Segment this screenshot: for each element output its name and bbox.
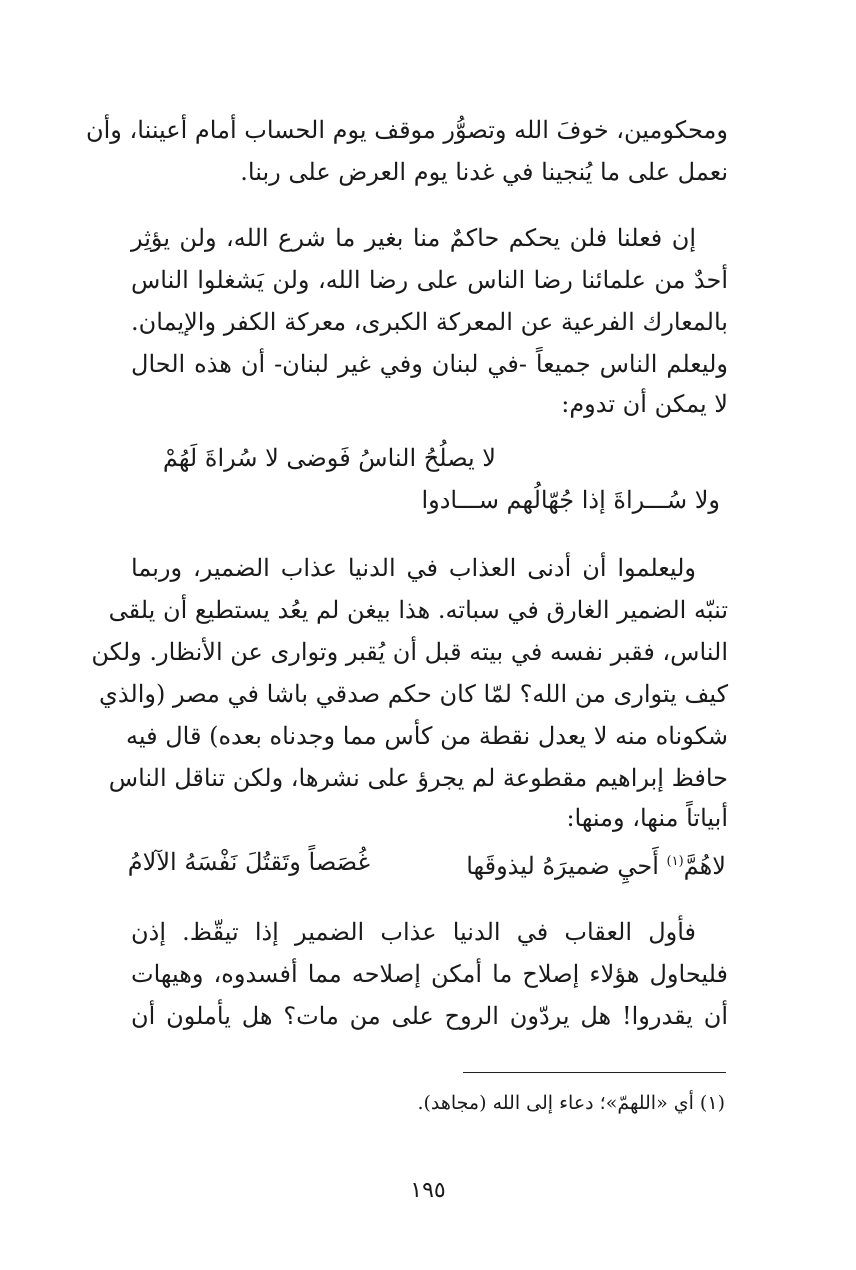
text-line: وليعلموا أن أدنى العذاب في الدنيا عذاب الضمير، وربما (131, 554, 696, 582)
verse-second-hemistich: غُصَصاً وتَقتُلَ نَفْسَهُ الآلامُ (127, 848, 370, 876)
verse-line: لا يصلُحُ الناسُ فَوضى لا سُراةَ لَهُمْ (162, 444, 496, 472)
text-line: فليحاول هؤلاء إصلاح ما أمكن إصلاحه مما أفسدوه، وهيهات (131, 960, 728, 988)
verse-word: لاهُمَّ (683, 852, 726, 880)
text-line: فأول العقاب في الدنيا عذاب الضمير إذا تيقّظ. إذن (131, 918, 696, 946)
text-line: أن يقدروا! هل يردّون الروح على من مات؟ هل يأملون أن (131, 1002, 728, 1030)
footnote-marker: (١) (666, 854, 684, 869)
text-line: الناس، فقبر نفسه في بيته قبل أن يُقبر وتوارى عن الأنظار. ولكن (91, 638, 728, 666)
text-line: لا يمكن أن تدوم: (561, 390, 728, 418)
text-line: بالمعارك الفرعية عن المعركة الكبرى، معركة الكفر والإيمان. (131, 308, 728, 336)
text-line: ومحكومين، خوفَ الله وتصوُّر موقف يوم الحساب أمام أعيننا، وأن (86, 116, 728, 144)
page-number: ١٩٥ (410, 1178, 446, 1203)
text-line: أحدٌ من علمائنا رضا الناس على رضا الله، ولن يَشغلوا الناس (131, 266, 728, 294)
footnote: (١) أي «اللهمّ»؛ دعاء إلى الله (مجاهد). (417, 1092, 725, 1114)
verse-line: ولا سُـــراةَ إذا جُهّالُهم ســـادوا (421, 486, 720, 514)
text-line: كيف يتوارى من الله؟ لمّا كان حكم صدقي باشا في مصر (والذي (99, 680, 728, 708)
footnote-separator (463, 1072, 726, 1073)
text-line: أبياتاً منها، ومنها: (566, 804, 728, 832)
text-line: شكوناه منه لا يعدل نقطة من كأس مما وجدناه بعده) قال فيه (126, 722, 728, 750)
text-line: حافظ إبراهيم مقطوعة لم يجرؤ على نشرها، ولكن تناقل الناس (108, 764, 728, 792)
text-line: نعمل على ما يُنجينا في غدنا يوم العرض على ربنا. (240, 158, 728, 186)
text-line: تنبّه الضمير الغارق في سباته. هذا بيغن لم يعُد يستطيع أن يلقى (108, 596, 728, 624)
text-line: وليعلم الناس جميعاً -في لبنان وفي غير لبنان- أن هذه الحال (131, 350, 728, 378)
verse-first-hemistich (466, 844, 726, 884)
verse-text: أَحيِ ضميرَهُ ليذوقَها (466, 852, 659, 880)
text-line: إن فعلنا فلن يحكم حاكمٌ منا بغير ما شرع الله، ولن يؤثِر (131, 224, 696, 252)
